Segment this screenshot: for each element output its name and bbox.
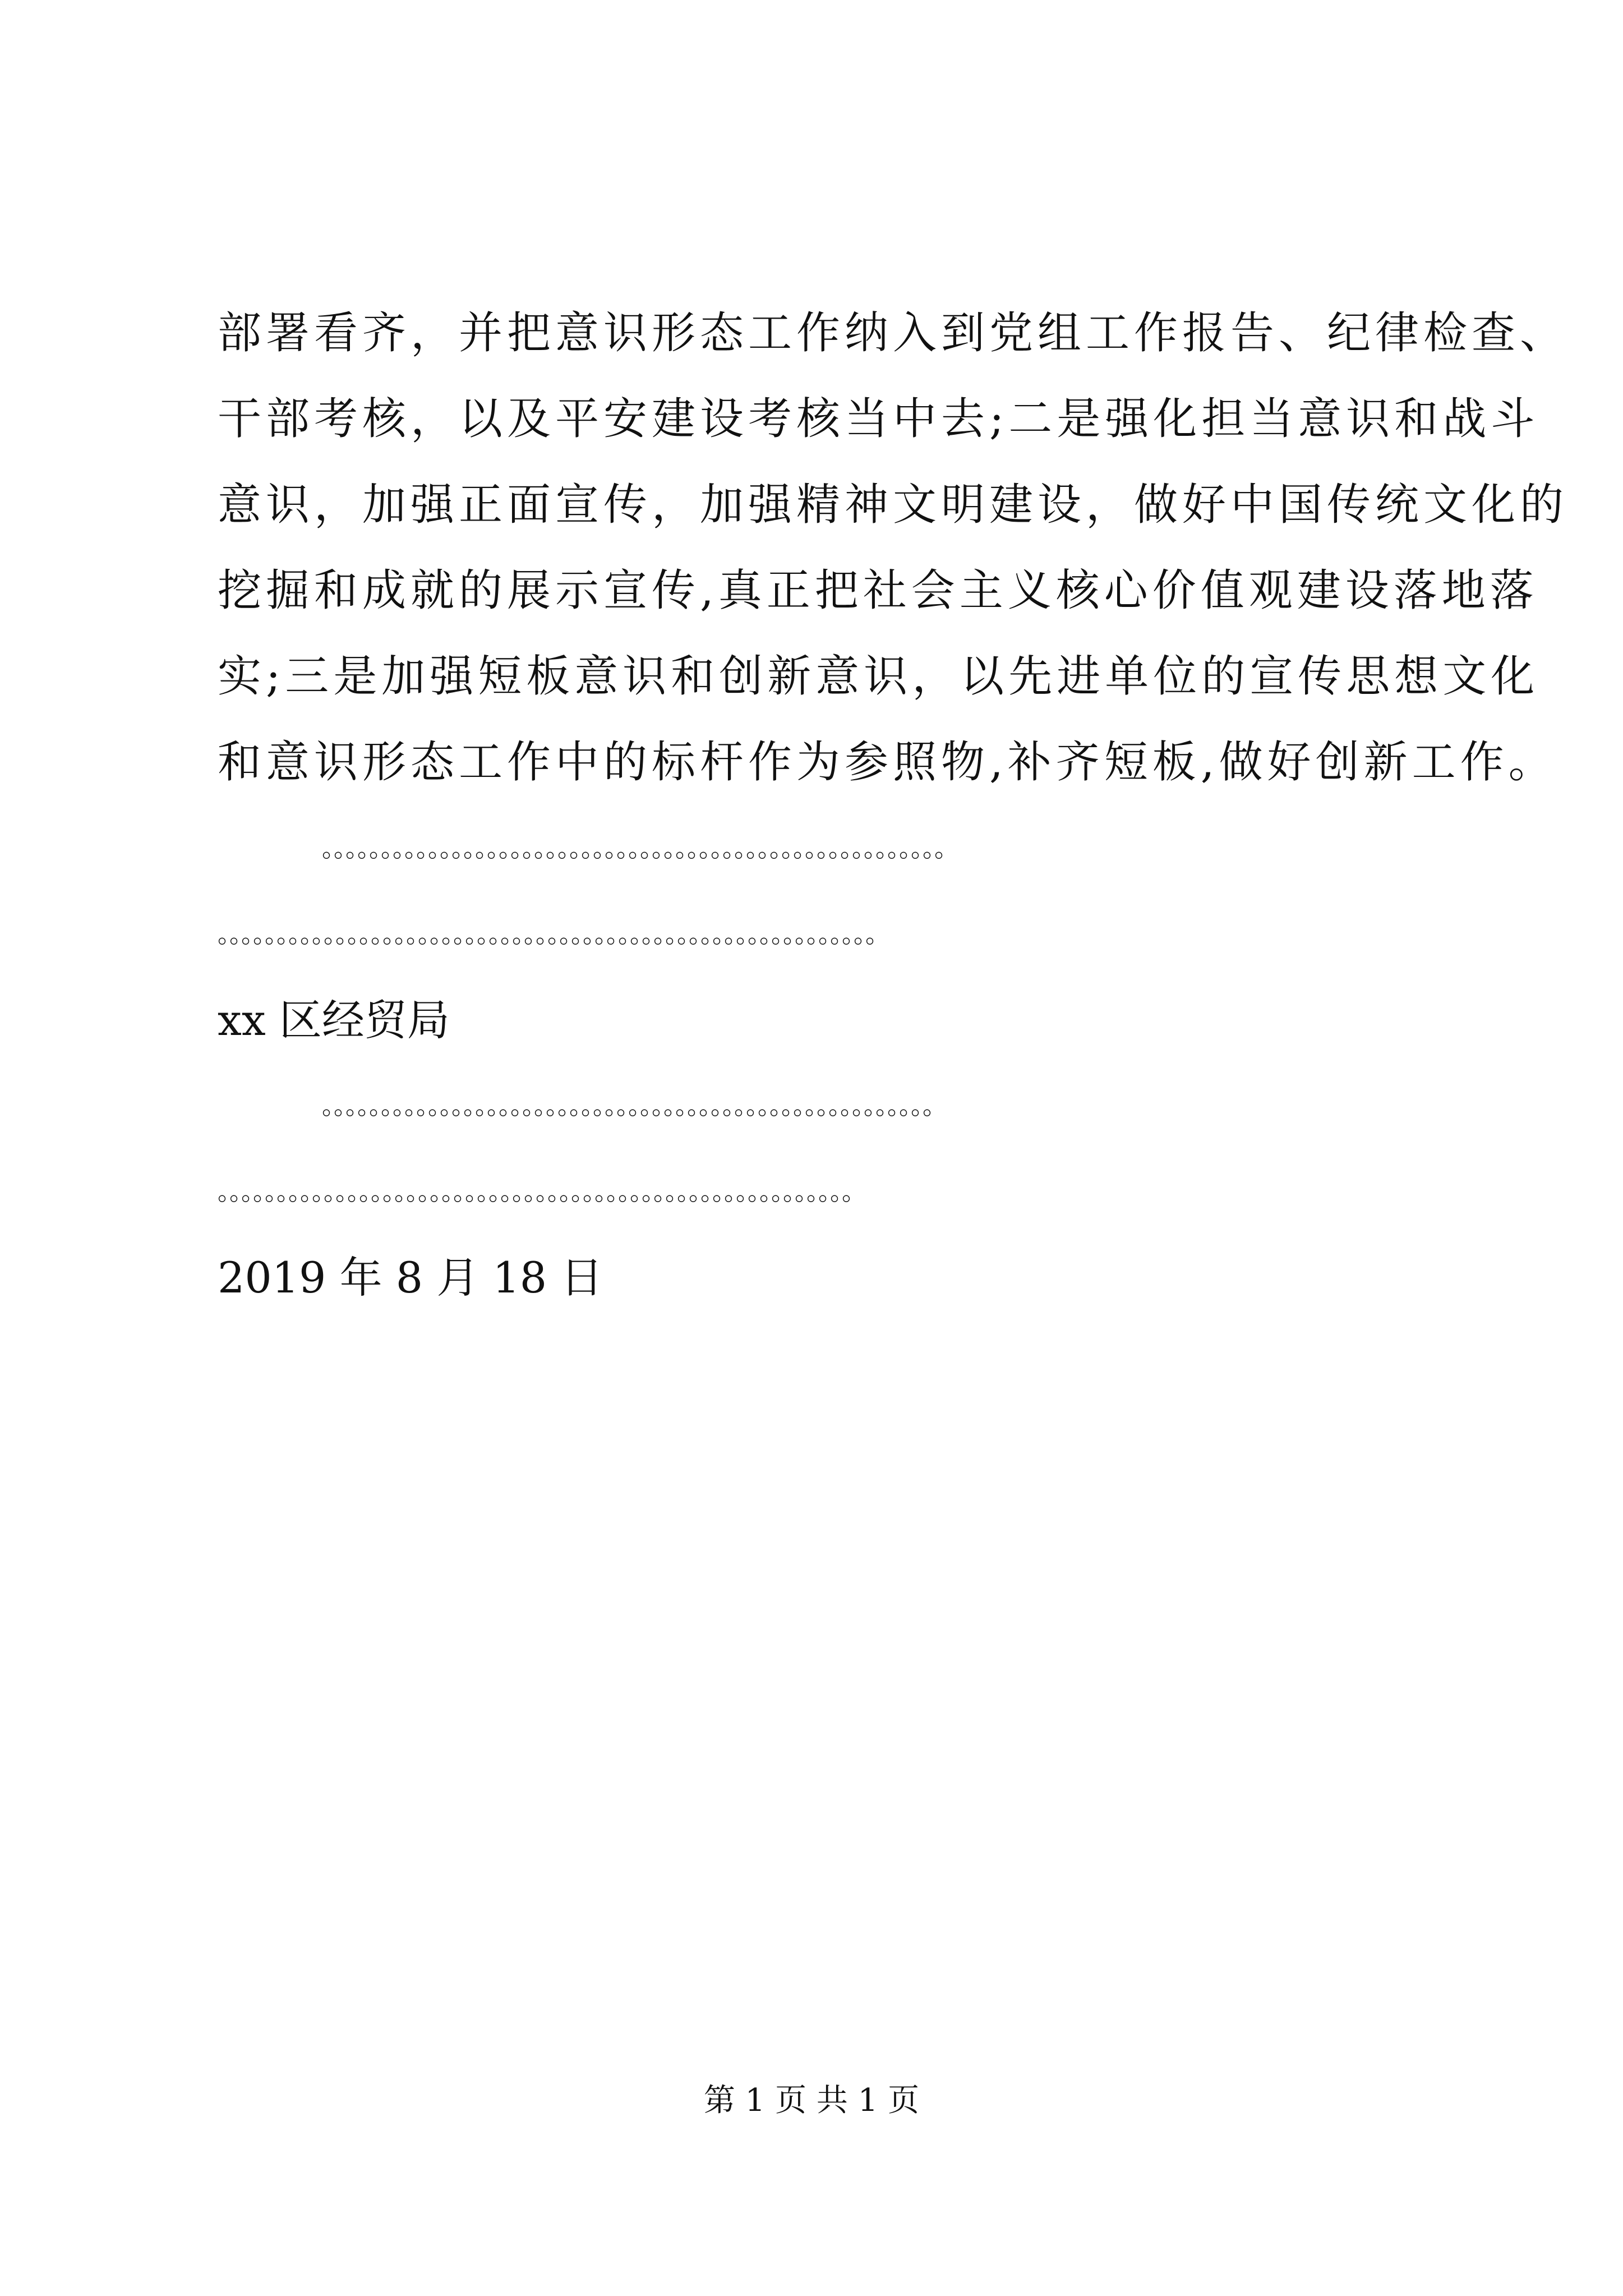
dotted-filler-line: 。。。。。。。。。。。。。。。。。。。。。。。。。。。。。。。。。。。。。。。。。。。。。。。。。。。。 xyxy=(322,1092,947,1120)
paragraph-line: 挖掘和成就的展示宣传,真正把社会主义核心价值观建设落地落 xyxy=(218,565,1538,616)
dotted-filler-line: 。。。。。。。。。。。。。。。。。。。。。。。。。。。。。。。。。。。。。。。。。。。。。。。。。。。。。。 xyxy=(218,1177,866,1206)
dotted-filler-line: 。。。。。。。。。。。。。。。。。。。。。。。。。。。。。。。。。。。。。。。。。。。。。。。。。。。。。 xyxy=(322,834,958,863)
paragraph-line: 意识，加强正面宣传，加强精神文明建设，做好中国传统文化的 xyxy=(218,480,1569,530)
paragraph-line: 实;三是加强短板意识和创新意识，以先进单位的宣传思想文化 xyxy=(218,651,1539,702)
document-body xyxy=(218,291,1569,1320)
dotted-filler-line: 。。。。。。。。。。。。。。。。。。。。。。。。。。。。。。。。。。。。。。。。。。。。。。。。。。。。。。。。 xyxy=(218,920,889,949)
signature-organization: xx 区经贸局 xyxy=(218,995,450,1045)
signature-date: 2019 年 8 月 18 日 xyxy=(218,1253,603,1303)
paragraph-line: 干部考核，以及平安建设考核当中去;二是强化担当意识和战斗 xyxy=(218,394,1539,444)
page-footer: 第 1 页 共 1 页 xyxy=(703,2082,920,2119)
paragraph-line: 和意识形态工作中的标杆作为参照物,补齐短板,做好创新工作。 xyxy=(218,737,1557,788)
paragraph-line: 部署看齐，并把意识形态工作纳入到党组工作报告、纪律检查、 xyxy=(218,308,1569,358)
